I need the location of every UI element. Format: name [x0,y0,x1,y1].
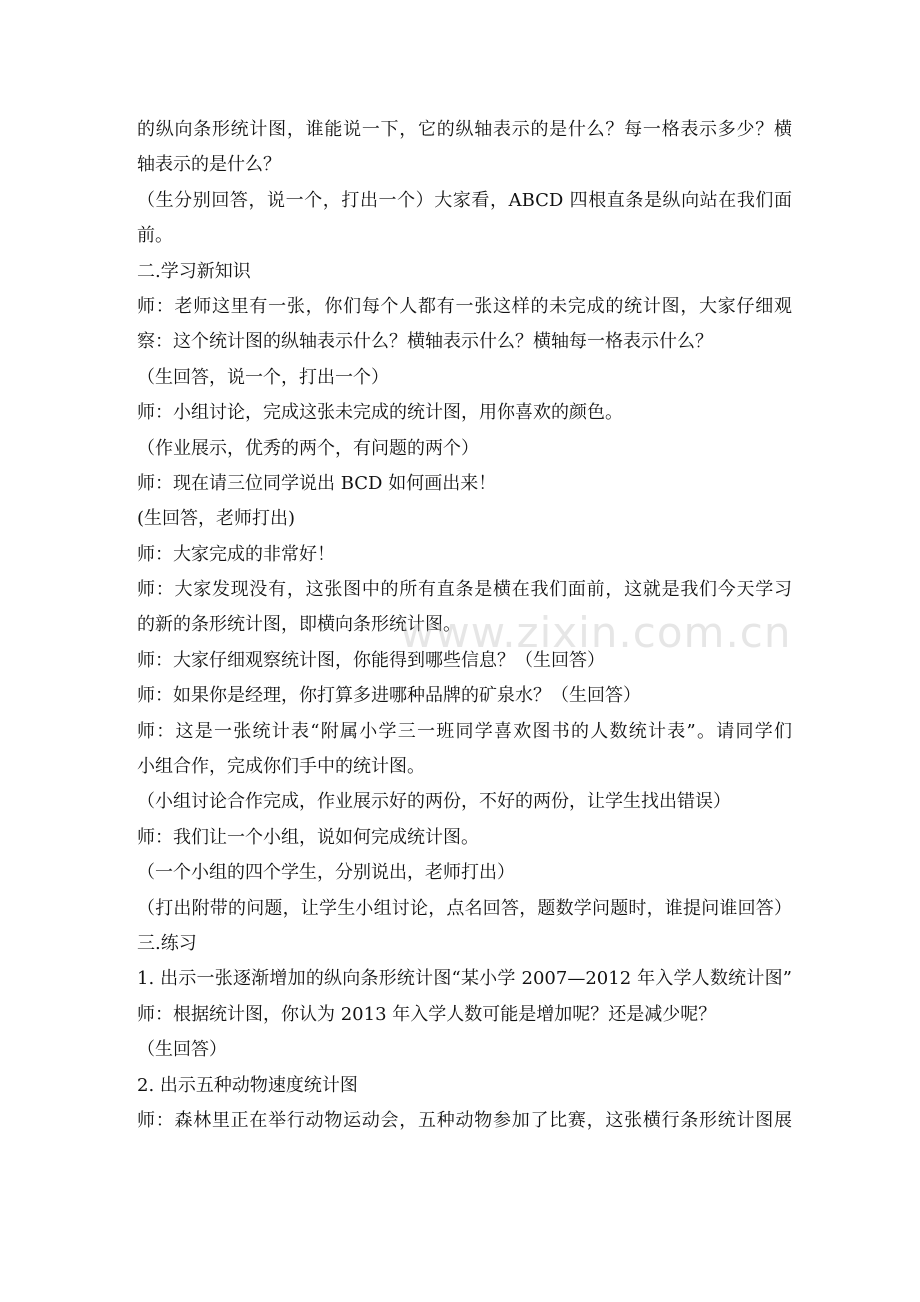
text-line: 师：如果你是经理，你打算多进哪种品牌的矿泉水？（生回答） [137,685,641,707]
text-line: 师：森林里正在举行动物运动会，五种动物参加了比赛，这张横行条形统计图展 [137,1109,792,1131]
text-line: （生回答） [137,1039,227,1061]
text-line: 察：这个统计图的纵轴表示什么？横轴表示什么？横轴每一格表示什么？ [137,331,713,353]
text-line: （作业展示，优秀的两个，有问题的两个） [137,437,479,459]
text-line: 师：根据统计图，你认为 2013 年入学人数可能是增加呢？还是减少呢？ [137,1003,717,1025]
text-line: 的新的条形统计图，即横向条形统计图。 [137,614,461,636]
text-line: 1. 出示一张逐渐增加的纵向条形统计图“某小学 2007—2012 年入学人数统计图” [137,968,792,990]
text-line: 师：这是一张统计表“附属小学三一班同学喜欢图书的人数统计表”。请同学们 [137,720,792,742]
document-body [137,112,792,1138]
text-line: 师：小组讨论，完成这张未完成的统计图，用你喜欢的颜色。 [137,402,623,424]
section-heading: 三.练习 [137,932,197,954]
section-heading: 二.学习新知识 [137,260,251,282]
text-line: 师：老师这里有一张，你们每个人都有一张这样的未完成的统计图，大家仔细观 [137,295,792,317]
text-line: （小组讨论合作完成，作业展示好的两份，不好的两份，让学生找出错误） [137,791,731,813]
text-line: 师：大家仔细观察统计图，你能得到哪些信息？（生回答） [137,649,605,671]
watermark: www.zixin.com.cn [400,608,792,657]
text-line: 的纵向条形统计图，谁能说一下，它的纵轴表示的是什么？每一格表示多少？横 [137,119,792,140]
text-line: 师：现在请三位同学说出 BCD 如何画出来！ [137,472,497,494]
text-line: （打出附带的问题，让学生小组讨论，点名回答，题数学问题时，谁提问谁回答） [137,897,792,919]
text-line: 师：大家完成的非常好！ [137,543,335,565]
text-line: 小组合作，完成你们手中的统计图。 [137,756,425,778]
text-line: 前。 [137,225,173,247]
text-line: （生分别回答，说一个，打出一个）大家看，ABCD 四根直条是纵向站在我们面 [137,189,792,211]
text-line: 轴表示的是什么？ [137,154,281,176]
text-line: 师：大家发现没有，这张图中的所有直条是横在我们面前，这就是我们今天学习 [137,579,792,601]
text-line: (生回答，老师打出) [137,508,296,530]
text-line: 师：我们让一个小组，说如何完成统计图。 [137,826,479,848]
text-line: （生回答，说一个，打出一个） [137,366,389,388]
text-line: （一个小组的四个学生，分别说出，老师打出） [137,862,515,884]
text-line: 2. 出示五种动物速度统计图 [137,1074,358,1096]
